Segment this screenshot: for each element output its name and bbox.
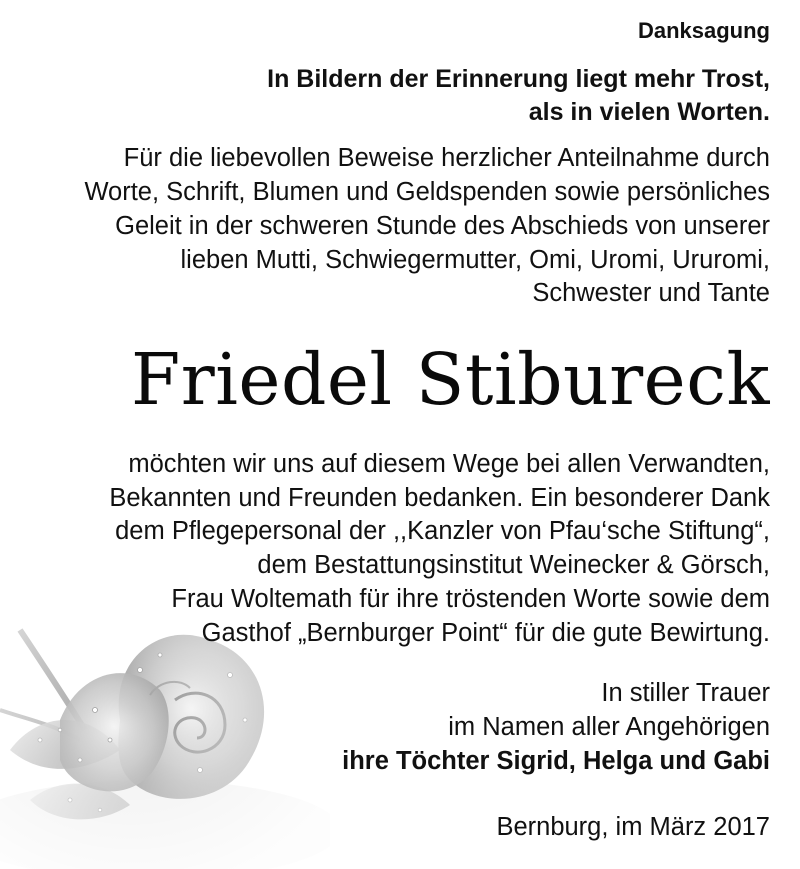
body-line-1: möchten wir uns auf diesem Wege bei allen Verwandten,	[128, 450, 770, 478]
deceased-name: Friedel Stibureck	[131, 338, 770, 421]
signature-line-1: In stiller Trauer	[601, 679, 770, 707]
place-date: Bernburg, im März 2017	[496, 813, 770, 841]
intro-line-2: Worte, Schrift, Blumen und Geldspenden sowie persönliches	[84, 178, 770, 206]
body-line-5: Frau Woltemath für ihre tröstenden Worte sowie dem	[171, 585, 770, 613]
intro-line-1: Für die liebevollen Beweise herzlicher Anteilnahme durch	[123, 144, 770, 172]
motto-line-2: als in vielen Worten.	[528, 98, 770, 126]
body-line-2: Bekannten und Freunden bedanken. Ein besonderer Dank	[109, 484, 770, 512]
intro-line-4: lieben Mutti, Schwiegermutter, Omi, Uromi, Ururomi,	[180, 246, 770, 274]
body-line-6: Gasthof „Bernburger Point“ für die gute Bewirtung.	[201, 619, 770, 647]
body-line-3: dem Pflegepersonal der ,,Kanzler von Pfau‘sche Stiftung“,	[115, 517, 770, 545]
notice-title: Danksagung	[637, 18, 770, 43]
intro-line-5: Schwester und Tante	[532, 279, 770, 307]
body-line-4: dem Bestattungsinstitut Weinecker & Görsch,	[257, 551, 770, 579]
intro-line-3: Geleit in der schweren Stunde des Abschieds von unserer	[115, 212, 770, 240]
motto-line-1: In Bildern der Erinnerung liegt mehr Trost,	[267, 65, 770, 93]
signature-line-2: im Namen aller Angehörigen	[448, 713, 770, 741]
signature-names: ihre Töchter Sigrid, Helga und Gabi	[342, 747, 770, 775]
